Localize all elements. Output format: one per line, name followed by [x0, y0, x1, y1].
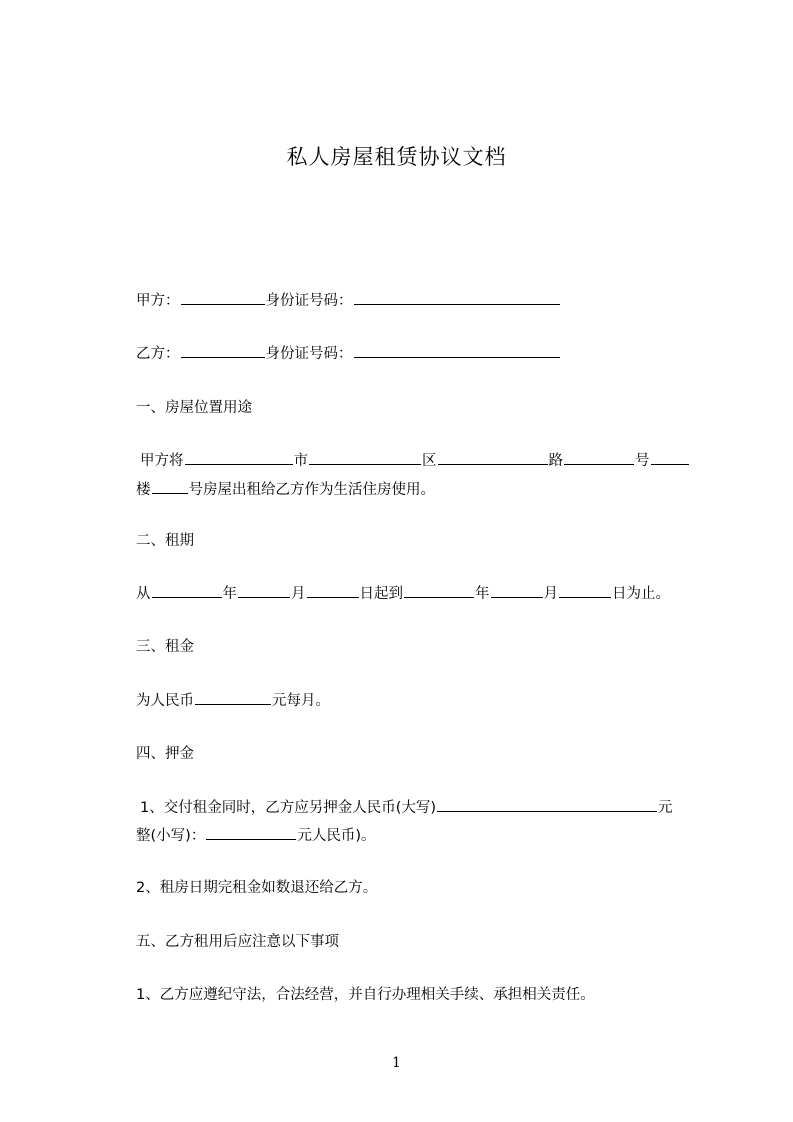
s1-text-6: 楼	[136, 482, 151, 498]
section-1-line-2	[136, 479, 435, 501]
city-blank	[185, 450, 293, 465]
party-b-label: 乙方：	[136, 346, 180, 362]
party-a-id-blank	[354, 290, 560, 305]
s2-text-3: 月	[291, 586, 306, 602]
section-5-heading: 五、乙方租用后应注意以下事项	[136, 934, 339, 950]
room-blank	[152, 479, 188, 494]
rent-amount-blank	[195, 690, 271, 705]
end-day-blank	[559, 583, 611, 598]
s1-text-7: 号房屋出租给乙方作为生活住房使用。	[188, 482, 435, 498]
s2-text-7: 日为止。	[612, 586, 670, 602]
section-2-heading: 二、租期	[136, 533, 194, 549]
s2-text-4: 日起到	[359, 586, 403, 602]
s2-text-6: 月	[543, 586, 558, 602]
document-title: 私人房屋租赁协议文档	[286, 145, 507, 169]
s4-item-1-text-1: 1、交付租金同时，乙方应另押金人民币(大写)	[140, 800, 437, 816]
start-month-blank	[238, 583, 290, 598]
s2-text-5: 年	[475, 586, 490, 602]
section-1-heading: 一、房屋位置用途	[136, 400, 252, 416]
road-blank	[438, 450, 548, 465]
section-4-heading: 四、押金	[136, 746, 194, 762]
building-blank	[651, 450, 689, 465]
deposit-uppercase-blank	[437, 797, 657, 812]
s4-item-1-text-4: 元人民币)。	[297, 828, 376, 844]
s1-text-5: 号	[635, 453, 650, 469]
s1-text-2: 市	[293, 453, 308, 469]
number-blank	[564, 450, 634, 465]
s2-text-1: 从	[136, 586, 151, 602]
party-b-id-label: 身份证号码：	[265, 346, 353, 362]
party-a-name-blank	[181, 290, 265, 305]
end-year-blank	[404, 583, 474, 598]
section-4-item-1-line-2	[136, 825, 376, 847]
party-a-label: 甲方：	[136, 293, 180, 309]
s4-item-1-text-3: 整(小写)：	[136, 828, 206, 844]
party-a-id-label: 身份证号码：	[265, 293, 353, 309]
s1-text-3: 区	[422, 453, 437, 469]
section-1-line-1	[140, 450, 690, 472]
section-2-line	[136, 583, 670, 605]
deposit-number-blank	[206, 825, 296, 840]
section-3-heading: 三、租金	[136, 639, 194, 655]
s4-item-1-text-2: 元	[658, 800, 673, 816]
s3-text-1: 为人民币	[136, 693, 194, 709]
page-number: 1	[392, 1055, 401, 1071]
section-4-item-1-line-1	[140, 797, 673, 819]
s1-text-1: 甲方将	[140, 453, 184, 469]
party-a-line	[136, 290, 561, 312]
section-3-line	[136, 690, 330, 712]
party-b-id-blank	[354, 343, 560, 358]
district-blank	[309, 450, 421, 465]
section-4-item-2: 2、租房日期完租金如数退还给乙方。	[136, 880, 378, 896]
party-b-name-blank	[181, 343, 265, 358]
party-b-line	[136, 343, 561, 365]
s2-text-2: 年	[222, 586, 237, 602]
end-month-blank	[491, 583, 543, 598]
start-year-blank	[152, 583, 222, 598]
start-day-blank	[307, 583, 359, 598]
s3-text-2: 元每月。	[272, 693, 330, 709]
s1-text-4: 路	[548, 453, 563, 469]
section-5-item-1: 1、乙方应遵纪守法，合法经营，并自行办理相关手续、承担相关责任。	[136, 987, 595, 1003]
